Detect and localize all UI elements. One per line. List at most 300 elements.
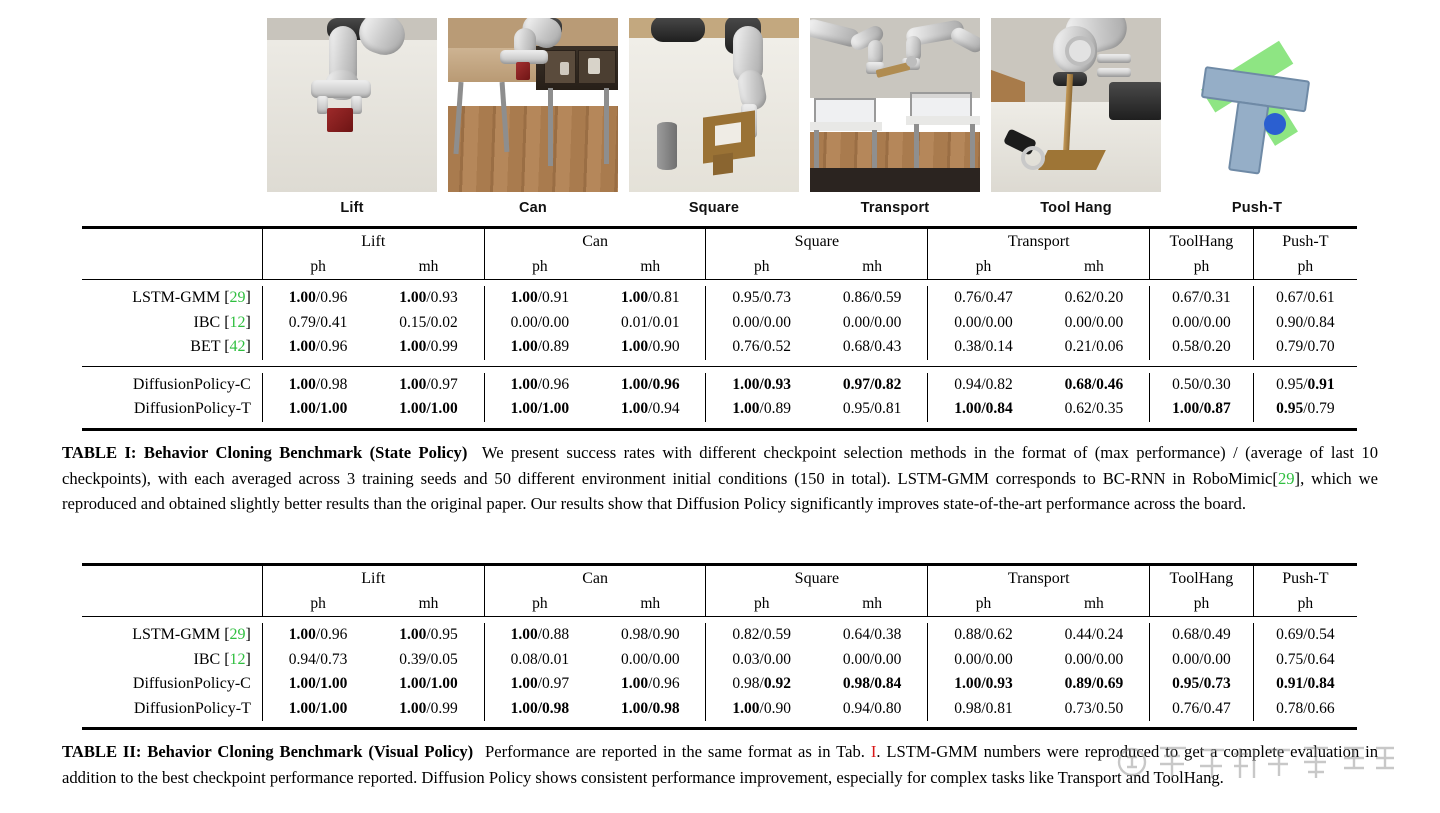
row-citation[interactable]: 12 (229, 313, 246, 331)
sim-can-thumbnail (448, 18, 618, 192)
metric-max: 0.94 (954, 375, 982, 393)
metric-separator: / (981, 375, 986, 393)
metric-max: 0.64 (842, 626, 870, 644)
metric-max: 0.00 (842, 313, 870, 331)
metric-max: 1.00 (399, 289, 427, 307)
metric-separator: / (1091, 313, 1097, 331)
metric-separator: / (981, 650, 986, 668)
metric-separator: / (426, 375, 431, 393)
thumbnail-label: Lift (340, 200, 364, 216)
thumbnail-square (629, 18, 799, 218)
metric-avg: 0.00 (874, 313, 902, 331)
metric-avg: 0.00 (985, 313, 1013, 331)
metric-separator: / (648, 675, 653, 693)
metric-avg: 0.84 (874, 675, 902, 693)
metric-separator: / (315, 313, 321, 331)
metric-max: 0.00 (954, 313, 982, 331)
metric-cell (373, 397, 484, 422)
metric-cell (484, 623, 595, 648)
metric-separator: / (537, 675, 543, 693)
metric-separator: / (869, 650, 875, 668)
metric-avg: 0.96 (652, 375, 680, 393)
metric-cell (928, 397, 1039, 422)
metric-cell (484, 397, 595, 422)
metric-separator: / (981, 699, 986, 717)
metric-avg: 0.73 (320, 650, 348, 668)
row-method-label: DiffusionPolicy-T (133, 400, 251, 418)
metric-separator: / (1199, 626, 1204, 644)
metric-max: 1.00 (954, 675, 982, 693)
metric-separator: / (426, 313, 431, 331)
table-row (82, 311, 1357, 336)
metric-max: 0.68 (842, 338, 870, 356)
metric-cell (1253, 397, 1357, 422)
metric-max: 0.95 (842, 400, 870, 418)
metric-max: 1.00 (399, 626, 427, 644)
metric-separator: / (537, 699, 543, 717)
table-row (82, 697, 1357, 722)
metric-max: 0.88 (954, 626, 982, 644)
metric-avg: 0.92 (763, 675, 791, 693)
metric-separator: / (426, 289, 431, 307)
metric-separator: / (315, 289, 321, 307)
thumbnail-transport (810, 18, 980, 218)
metric-max: 1.00 (732, 699, 760, 717)
row-citation[interactable]: 29 (229, 289, 246, 307)
metric-separator: / (1091, 699, 1097, 717)
metric-cell (1039, 397, 1150, 422)
metric-cell (928, 335, 1039, 360)
metric-separator: / (1303, 338, 1308, 356)
metric-max: 1.00 (288, 699, 316, 717)
metric-cell (817, 397, 928, 422)
metric-separator: / (869, 675, 875, 693)
table-row (82, 623, 1357, 648)
metric-separator: / (1303, 675, 1308, 693)
metric-cell (1150, 697, 1254, 722)
metric-avg: 0.80 (874, 699, 902, 717)
metric-max: 0.95 (1276, 375, 1304, 393)
table2-group-header-row (82, 566, 1357, 591)
metric-max: 0.67 (1276, 289, 1304, 307)
metric-cell (484, 286, 595, 311)
metric-avg: 0.93 (763, 375, 791, 393)
thumbnail-label: Transport (860, 200, 930, 216)
metric-cell (706, 672, 817, 697)
metric-separator: / (1091, 650, 1097, 668)
group-can: Can (484, 566, 706, 591)
metric-avg: 0.98 (320, 375, 348, 393)
metric-cell (262, 623, 373, 648)
metric-max: 0.68 (1172, 626, 1200, 644)
metric-separator: / (759, 626, 764, 644)
metric-max: 0.76 (732, 338, 760, 356)
metric-separator: / (648, 338, 653, 356)
metric-max: 1.00 (399, 675, 427, 693)
row-citation[interactable]: 42 (229, 338, 246, 356)
metric-avg: 1.00 (320, 400, 348, 418)
metric-max: 0.00 (510, 313, 538, 331)
metric-separator: / (1199, 699, 1204, 717)
metric-max: 0.03 (732, 650, 760, 668)
sub-transport-ph: ph (928, 591, 1039, 617)
sub-square-ph: ph (706, 254, 817, 280)
metric-max: 0.95 (1172, 675, 1200, 693)
metric-cell (373, 311, 484, 336)
metric-separator: / (981, 626, 986, 644)
metric-separator: / (759, 375, 764, 393)
metric-cell (484, 697, 595, 722)
metric-cell (595, 672, 706, 697)
metric-avg: 0.20 (1203, 338, 1231, 356)
metric-max: 1.00 (621, 699, 649, 717)
metric-separator: / (537, 338, 543, 356)
table1-subheader-row (82, 254, 1357, 280)
metric-max: 0.69 (1276, 626, 1304, 644)
metric-max: 1.00 (399, 699, 427, 717)
metric-cell (1253, 311, 1357, 336)
metric-avg: 1.00 (430, 675, 458, 693)
metric-avg: 0.81 (652, 289, 680, 307)
metric-cell (262, 397, 373, 422)
metric-max: 1.00 (732, 400, 760, 418)
metric-max: 1.00 (510, 699, 538, 717)
table-state-policy (82, 226, 1357, 431)
metric-avg: 0.00 (1203, 650, 1231, 668)
metric-avg: 1.00 (320, 699, 348, 717)
metric-cell (595, 373, 706, 398)
metric-avg: 0.00 (985, 650, 1013, 668)
metric-avg: 0.00 (874, 650, 902, 668)
metric-cell (595, 623, 706, 648)
metric-avg: 0.24 (1096, 626, 1124, 644)
metric-cell (706, 397, 817, 422)
metric-avg: 0.99 (430, 338, 458, 356)
metric-max: 0.58 (1172, 338, 1200, 356)
metric-separator: / (1303, 375, 1308, 393)
metric-avg: 0.49 (1203, 626, 1231, 644)
metric-max: 0.00 (954, 650, 982, 668)
group-transport: Transport (928, 229, 1150, 254)
metric-avg: 0.66 (1307, 699, 1335, 717)
sub-transport-mh: mh (1084, 594, 1104, 612)
metric-cell (706, 697, 817, 722)
metric-max: 0.98 (732, 675, 760, 693)
metric-separator: / (315, 400, 321, 418)
metric-avg: 0.96 (320, 338, 348, 356)
metric-cell (1039, 623, 1150, 648)
metric-separator: / (648, 699, 653, 717)
table-row (82, 335, 1357, 360)
metric-max: 1.00 (621, 375, 649, 393)
metric-cell (1253, 286, 1357, 311)
sub-can-mh: mh (640, 594, 661, 612)
metric-avg: 0.61 (1307, 289, 1335, 307)
metric-avg: 0.91 (542, 289, 570, 307)
table-row (82, 648, 1357, 673)
table-visual-policy (82, 563, 1357, 730)
metric-max: 0.82 (732, 626, 760, 644)
metric-avg: 0.89 (542, 338, 570, 356)
sub-can-mh: mh (640, 257, 661, 275)
metric-separator: / (759, 313, 764, 331)
metric-cell (928, 286, 1039, 311)
task-thumbnail-strip (267, 18, 1322, 218)
metric-max: 0.98 (842, 675, 870, 693)
metric-max: 1.00 (732, 375, 760, 393)
sim-transport-thumbnail (810, 18, 980, 192)
metric-max: 0.79 (1276, 338, 1304, 356)
metric-max: 0.38 (954, 338, 982, 356)
metric-separator: / (1303, 626, 1308, 644)
metric-max: 0.00 (1172, 313, 1200, 331)
metric-max: 1.00 (621, 675, 649, 693)
corner-cell (82, 229, 262, 254)
caption1-citation[interactable]: 29 (1277, 468, 1295, 488)
metric-avg: 1.00 (320, 675, 348, 693)
metric-avg: 0.96 (652, 675, 680, 693)
metric-cell (706, 623, 817, 648)
thumbnail-label: Square (688, 200, 740, 216)
metric-max: 1.00 (510, 338, 538, 356)
metric-avg: 0.38 (874, 626, 902, 644)
corner-cell (82, 566, 262, 591)
metric-separator: / (759, 699, 764, 717)
metric-max: 0.00 (621, 650, 649, 668)
metric-avg: 0.84 (1307, 313, 1335, 331)
metric-max: 1.00 (510, 626, 538, 644)
group-pusht: Push-T (1253, 229, 1357, 254)
metric-max: 1.00 (288, 626, 316, 644)
metric-separator: / (537, 289, 543, 307)
metric-cell (595, 397, 706, 422)
metric-max: 1.00 (510, 400, 538, 418)
metric-max: 0.90 (1276, 313, 1304, 331)
metric-cell (1150, 335, 1254, 360)
metric-max: 0.94 (288, 650, 316, 668)
metric-avg: 0.81 (874, 400, 902, 418)
metric-avg: 0.00 (652, 650, 680, 668)
metric-max: 0.78 (1276, 699, 1304, 717)
metric-cell (1039, 697, 1150, 722)
metric-cell (1039, 286, 1150, 311)
metric-avg: 0.97 (430, 375, 458, 393)
metric-avg: 0.41 (320, 313, 348, 331)
metric-max: 0.79 (288, 313, 316, 331)
metric-cell (817, 373, 928, 398)
metric-separator: / (869, 375, 875, 393)
metric-cell (373, 672, 484, 697)
sub-transport-ph: ph (928, 254, 1039, 280)
table1-group-header-row (82, 229, 1357, 254)
metric-max: 0.76 (954, 289, 982, 307)
sub-pusht-ph: ph (1253, 591, 1357, 617)
metric-avg: 0.96 (320, 289, 348, 307)
group-toolhang: ToolHang (1150, 566, 1254, 591)
metric-separator: / (869, 699, 875, 717)
pusht-shapes (1172, 18, 1342, 192)
metric-max: 1.00 (399, 338, 427, 356)
group-lift: Lift (262, 566, 484, 591)
group-lift: Lift (262, 229, 484, 254)
metric-max: 1.00 (954, 400, 982, 418)
metric-cell (817, 286, 928, 311)
metric-separator: / (981, 313, 986, 331)
table1-body-baselines (82, 286, 1357, 360)
metric-cell (262, 697, 373, 722)
metric-avg: 0.84 (1307, 675, 1335, 693)
sub-can-ph: ph (484, 591, 595, 617)
metric-avg: 0.59 (874, 289, 902, 307)
metric-cell (928, 373, 1039, 398)
metric-max: 0.01 (621, 313, 649, 331)
metric-max: 0.86 (842, 289, 870, 307)
metric-avg: 0.81 (985, 699, 1013, 717)
metric-separator: / (981, 675, 986, 693)
group-square: Square (706, 229, 928, 254)
metric-cell (484, 672, 595, 697)
sim-toolhang-thumbnail (991, 18, 1161, 192)
metric-cell (262, 311, 373, 336)
metric-separator: / (1303, 699, 1308, 717)
metric-avg: 0.00 (763, 650, 791, 668)
metric-avg: 0.52 (763, 338, 791, 356)
metric-avg: 0.90 (652, 626, 680, 644)
metric-cell (706, 335, 817, 360)
metric-cell (1253, 373, 1357, 398)
metric-avg: 0.46 (1096, 375, 1124, 393)
sub-lift-ph: ph (262, 254, 373, 280)
metric-avg: 0.89 (763, 400, 791, 418)
metric-avg: 0.47 (1203, 699, 1231, 717)
metric-separator: / (981, 289, 986, 307)
metric-max: 1.00 (621, 400, 649, 418)
metric-separator: / (1199, 675, 1204, 693)
metric-separator: / (426, 626, 431, 644)
metric-separator: / (426, 400, 431, 418)
metric-avg: 0.00 (1096, 313, 1124, 331)
metric-max: 1.00 (288, 338, 316, 356)
metric-avg: 0.05 (430, 650, 458, 668)
metric-cell (928, 311, 1039, 336)
metric-avg: 0.96 (542, 375, 570, 393)
metric-cell (928, 672, 1039, 697)
metric-separator: / (869, 313, 875, 331)
metric-avg: 0.73 (763, 289, 791, 307)
metric-avg: 0.62 (985, 626, 1013, 644)
metric-separator: / (1303, 400, 1308, 418)
metric-separator: / (315, 650, 321, 668)
row-citation[interactable]: 12 (229, 650, 246, 668)
metric-max: 0.62 (1064, 289, 1092, 307)
thumbnail-pusht (1172, 18, 1342, 218)
metric-separator: / (981, 400, 986, 418)
metric-avg: 0.64 (1307, 650, 1335, 668)
metric-separator: / (759, 400, 764, 418)
table2-caption (62, 739, 1378, 790)
metric-avg: 0.01 (542, 650, 570, 668)
metric-avg: 0.96 (320, 626, 348, 644)
metric-separator: / (1091, 338, 1097, 356)
sub-pusht-ph: ph (1253, 254, 1357, 280)
metric-cell (1150, 373, 1254, 398)
caption2-table-ref[interactable]: I (870, 742, 877, 761)
metric-cell (262, 648, 373, 673)
row-method-label: DiffusionPolicy-C (132, 675, 251, 693)
metric-cell (1253, 648, 1357, 673)
table-row (82, 397, 1357, 422)
metric-cell (1150, 648, 1254, 673)
table-row (82, 286, 1357, 311)
thumbnail-label: Can (519, 200, 547, 216)
metric-avg: 0.91 (1307, 375, 1335, 393)
sim-lift-thumbnail (267, 18, 437, 192)
metric-cell (484, 311, 595, 336)
metric-avg: 0.00 (542, 313, 570, 331)
row-citation[interactable]: 29 (229, 626, 246, 644)
metric-cell (1150, 397, 1254, 422)
metric-cell (1150, 623, 1254, 648)
metric-separator: / (1199, 313, 1204, 331)
metric-cell (817, 311, 928, 336)
metric-cell (706, 648, 817, 673)
metric-max: 0.00 (1064, 650, 1092, 668)
metric-max: 0.75 (1276, 650, 1304, 668)
metric-avg: 0.79 (1307, 400, 1335, 418)
metric-separator: / (315, 626, 321, 644)
metric-avg: 0.90 (652, 338, 680, 356)
metric-cell (1039, 672, 1150, 697)
metric-separator: / (1091, 375, 1097, 393)
table-row (82, 373, 1357, 398)
metric-cell (595, 648, 706, 673)
metric-cell (1039, 335, 1150, 360)
metric-avg: 0.70 (1307, 338, 1335, 356)
row-method-label: DiffusionPolicy-C (132, 375, 251, 393)
metric-avg: 0.84 (985, 400, 1013, 418)
metric-avg: 1.00 (542, 400, 570, 418)
metric-separator: / (648, 375, 653, 393)
metric-separator: / (1091, 626, 1097, 644)
sim-pusht-thumbnail (1172, 18, 1342, 192)
metric-separator: / (1091, 675, 1097, 693)
thumbnail-label: Push-T (1231, 200, 1283, 216)
metric-separator: / (537, 626, 543, 644)
metric-max: 0.68 (1064, 375, 1092, 393)
metric-avg: 0.95 (430, 626, 458, 644)
thumbnail-label: Tool Hang (1040, 200, 1112, 216)
sim-square-thumbnail (629, 18, 799, 192)
metric-avg: 0.98 (652, 699, 680, 717)
metric-avg: 0.43 (874, 338, 902, 356)
group-pusht: Push-T (1253, 566, 1357, 591)
metric-cell (817, 623, 928, 648)
metric-max: 0.76 (1172, 699, 1200, 717)
metric-avg: 0.06 (1096, 338, 1124, 356)
metric-cell (1253, 623, 1357, 648)
caption1-title: Behavior Cloning Benchmark (State Policy) (143, 443, 468, 462)
thumbnail-toolhang (991, 18, 1161, 218)
row-method-label: LSTM-GMM [29] (132, 626, 251, 644)
row-method-label: DiffusionPolicy-T (133, 699, 251, 717)
metric-avg: 0.31 (1203, 289, 1231, 307)
metric-max: 0.50 (1172, 375, 1200, 393)
sub-square-mh: mh (862, 594, 882, 612)
metric-separator: / (426, 338, 431, 356)
metric-avg: 0.14 (985, 338, 1013, 356)
row-method-label: BET [42] (190, 338, 251, 356)
metric-separator: / (648, 313, 653, 331)
